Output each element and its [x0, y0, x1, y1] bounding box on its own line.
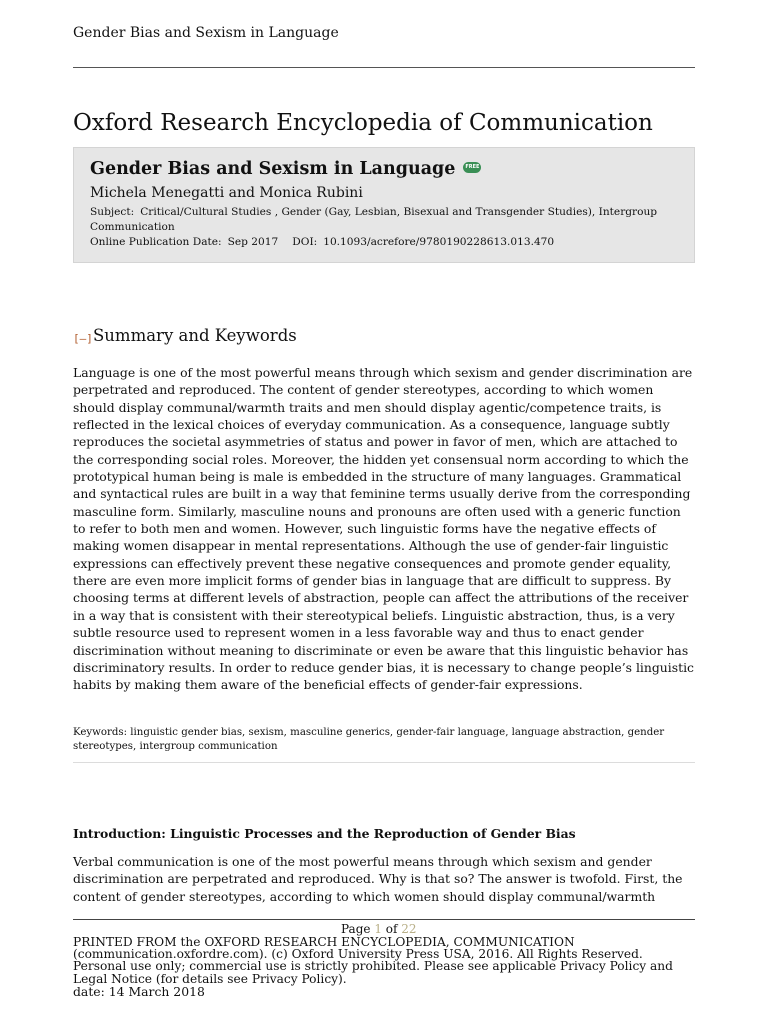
- summary-heading-row: [73, 326, 297, 345]
- encyclopedia-title: Oxford Research Encyclopedia of Communication: [73, 110, 653, 136]
- doi-label: DOI:: [292, 236, 318, 248]
- subject-label: Subject:: [90, 206, 135, 218]
- pubdate-label: Online Publication Date:: [90, 236, 222, 248]
- summary-heading: Summary and Keywords: [93, 326, 297, 345]
- running-head: Gender Bias and Sexism in Language: [73, 25, 339, 41]
- footer-divider: [73, 919, 695, 920]
- print-notice-line-4: Legal Notice (for details see Privacy Policy).: [73, 971, 347, 986]
- page-current: 1: [374, 922, 382, 936]
- pubdate-value: Sep 2017: [227, 236, 279, 248]
- page-total: 22: [401, 922, 417, 936]
- free-badge-icon: FREE: [463, 162, 481, 173]
- print-notice-line-1: PRINTED FROM the OXFORD RESEARCH ENCYCLOPEDIA, COMMUNICATION: [73, 935, 575, 949]
- collapse-toggle-icon[interactable]: [–]: [73, 332, 93, 345]
- summary-text: Language is one of the most powerful means through which sexism and gender discrimination are perpetrated and reproduced. The content of gender stereotypes, according to which women should display communal/warmth traits and men should display agentic/competence traits, is reflected in the lexical choices of everyday communication. As a consequence, language subtly reproduces the societal asymmetries of status and power in favor of men, which are attached to the corresponding social roles. Moreover, the hidden yet consensual norm according to which the prototypical human being is male is embedded in the structure of many languages. Grammatical and syntactical rules are built in a way that feminine terms usually derive from the corresponding masculine form. Similarly, masculine nouns and pronouns are often used with a generic function to refer to both men and women. However, such linguistic forms have the negative effects of making women disappear in mental representations. Although the use of gender-fair linguistic expressions can effectively prevent these negative consequences and promote gender equality, there are even more implicit forms of gender bias in language that are difficult to suppress. By choosing terms at different levels of abstraction, people can affect the attributions of the receiver in a way that is consistent with their stereotypical beliefs. Linguistic abstraction, thus, is a very subtle resource used to represent women in a less favorable way and thus to enact gender discrimination without meaning to discriminate or even be aware that this linguistic behavior has discriminatory results. In order to reduce gender bias, it is necessary to change people’s linguistic habits by making them aware of the beneficial effects of gender-fair expressions.: [73, 365, 694, 693]
- article-subject: [90, 205, 680, 235]
- header-divider: [73, 67, 695, 68]
- print-notice-line-2: (communication.oxfordre.com). (c) Oxford University Press USA, 2016. All Rights Reserved.: [73, 947, 643, 962]
- keywords-text: Keywords: linguistic gender bias, sexism, masculine generics, gender-fair language, language abstraction, gender stereotypes, intergroup communication: [73, 727, 665, 752]
- keywords-divider: [73, 762, 695, 763]
- introduction-heading: Introduction: Linguistic Processes and the Reproduction of Gender Bias: [73, 826, 576, 841]
- subject-value[interactable]: Critical/Cultural Studies , Gender (Gay, Lesbian, Bisexual and Transgender Studies), Intergroup Communication: [90, 206, 658, 233]
- article-authors[interactable]: Michela Menegatti and Monica Rubini: [90, 185, 363, 201]
- article-info-box: [73, 147, 695, 263]
- doi-value[interactable]: 10.1093/acrefore/9780190228613.013.470: [323, 236, 555, 248]
- page-number: [341, 922, 417, 936]
- article-publication: [90, 235, 680, 250]
- page-of: of: [385, 922, 398, 936]
- article-title: Gender Bias and Sexism in Language: [90, 159, 456, 179]
- page-label: Page: [341, 922, 371, 936]
- print-notice: [73, 936, 698, 985]
- print-notice-line-3: Personal use only; commercial use is strictly prohibited. Please see applicable Privacy Policy and: [73, 959, 673, 974]
- article-title-row: [90, 159, 481, 179]
- print-date: date: 14 March 2018: [73, 984, 205, 999]
- introduction-text: Verbal communication is one of the most powerful means through which sexism and gender discrimination are perpetrated and reproduced. Why is that so? The answer is twofold. First, the content of gender stereotypes, according to which women should display communal/warmth: [73, 854, 683, 904]
